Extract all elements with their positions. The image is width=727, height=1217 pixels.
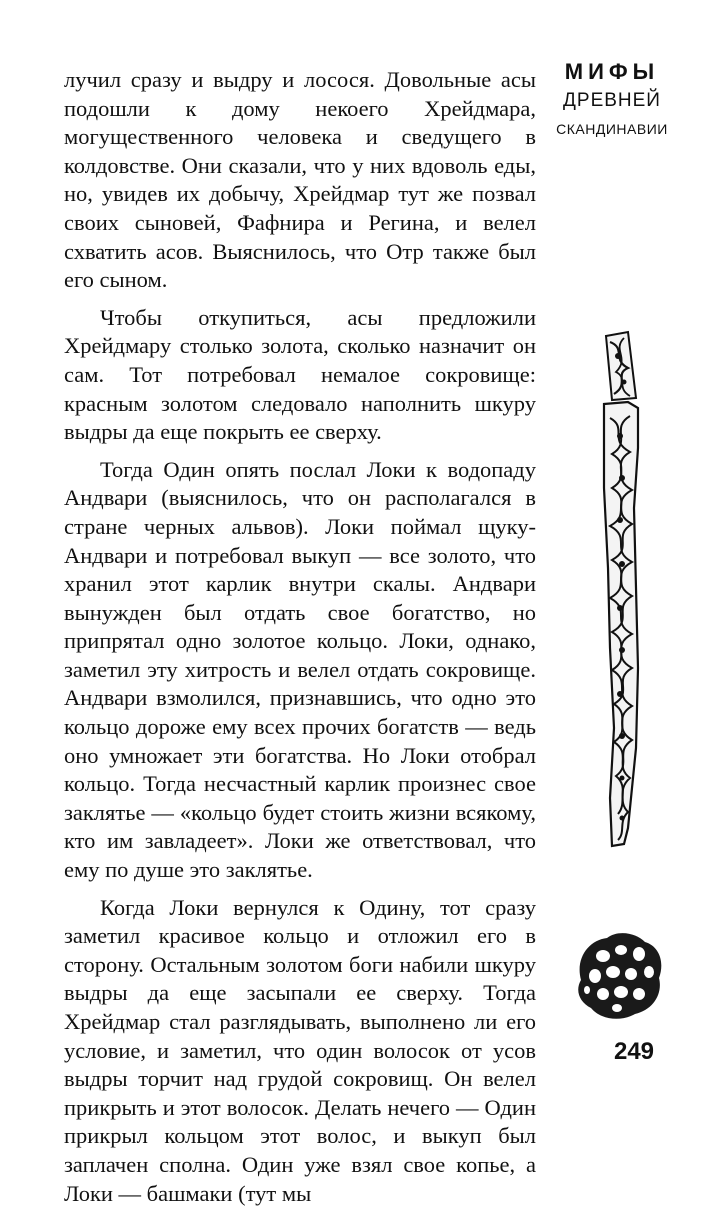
series-title-line-3: СКАНДИНАВИИ bbox=[556, 121, 668, 137]
paragraph-2: Чтобы откупиться, асы предложили Хрейдмару столько золота, сколько назначит он сам. Тот потребовал немалое сокровище: красным золотом следовало наполнить шкуру выдры да еще покрыть ее сверху. bbox=[64, 304, 536, 445]
carved-wood-strip-icon bbox=[598, 328, 660, 853]
paragraph-4: Когда Локи вернулся к Одину, тот сразу заметил красивое кольцо и отложил его в сторону. Остальным золотом боги набили шкуру выдры да еще засыпали ее сверху. Тогда Хрейдмар стал разглядывать, выполнено ли его условие, и заметил, что один волосок от усов выдры торчит над грудой сокровищ. Он велел прикрыть и этот волосок. Делать нечего — Один прикрыл кольцом этот волос, и выкуп был заплачен сполна. Один уже взял свое копье, а Локи — башмаки (тут мы bbox=[64, 894, 536, 1206]
running-header bbox=[537, 58, 687, 142]
pierced-stone-icon bbox=[573, 928, 665, 1027]
series-title-line-2: ДРЕВНЕЙ bbox=[563, 90, 661, 111]
paragraph-3: Тогда Один опять послал Локи к водопаду Андвари (выяснилось, что он располагался в стране черных альвов). Локи поймал щуку-Андвари и потребовал выкуп — все золото, что хранил этот карлик внутри скалы. Андвари вынужден был отдать свое богатство, но припрятал одно золотое кольцо. Локи, однако, заметил эту хитрость и велел отдать сокровище. Андвари взмолился, признавшись, что одно это кольцо дороже ему всех прочих богатств — ведь оно умножает эти богатства. Но Локи отобрал кольцо. Тогда несчастный карлик произнес свое заклятье — «кольцо будет стоить жизни всякому, кто им завладеет». Локи же ответствовал, что ему по душе это заклятье. bbox=[64, 456, 536, 883]
paragraph-1: лучил сразу и выдру и лосося. Довольные асы подошли к дому некоего Хрейдмара, могущественного человека и сведущего в колдовстве. Они сказали, что у них вдоволь еды, но, увидев их добычу, Хрейдмар тут же позвал своих сыновей, Фафнира и Регина, и велел схватить асов. Выяснилось, что Отр также был его сыном. bbox=[64, 67, 536, 293]
series-title-line-1: МИФЫ bbox=[564, 59, 660, 84]
page-number: 249 bbox=[613, 1038, 655, 1065]
body-text bbox=[64, 66, 536, 1217]
